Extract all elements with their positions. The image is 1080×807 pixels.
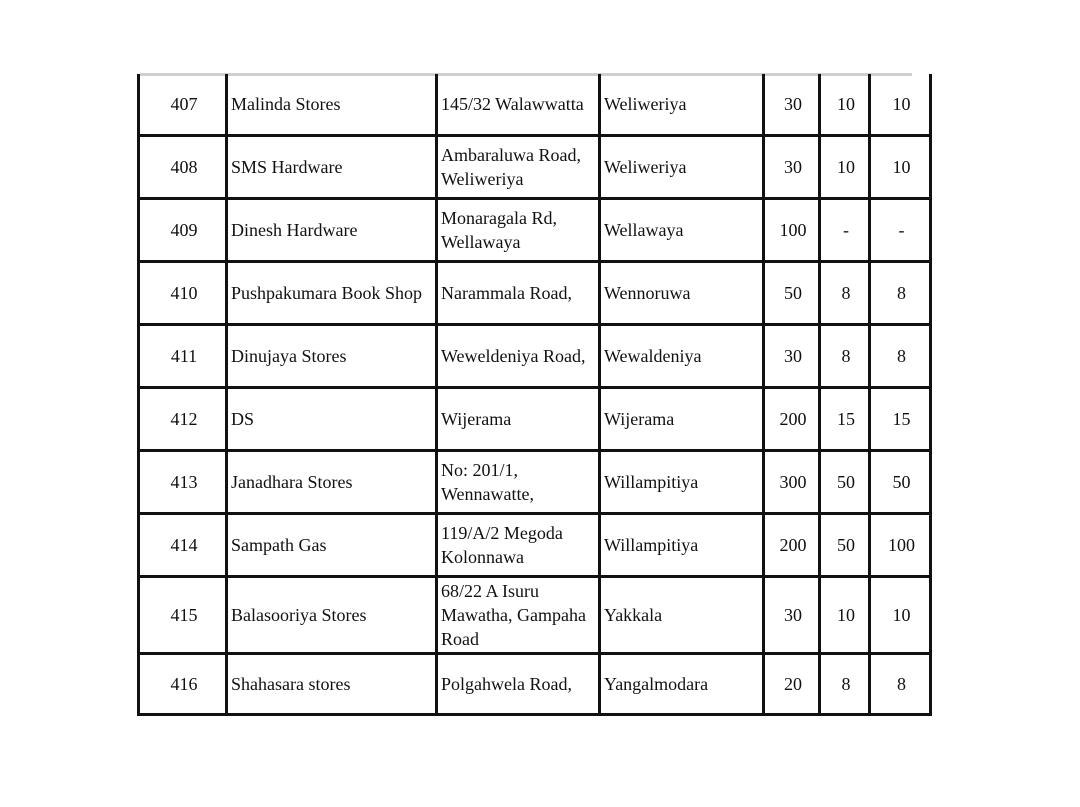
quantity-1: 50 (764, 262, 820, 325)
quantity-1: 30 (764, 577, 820, 654)
quantity-1: 200 (764, 388, 820, 451)
dealer-town: Wewaldeniya (600, 325, 764, 388)
dealer-name: Pushpakumara Book Shop (227, 262, 437, 325)
dealer-address: Polgahwela Road, (437, 654, 600, 715)
dealer-town: Willampitiya (600, 514, 764, 577)
dealer-town: Weliweriya (600, 136, 764, 199)
row-number: 411 (139, 325, 227, 388)
quantity-3: 8 (870, 262, 931, 325)
table-row (139, 451, 931, 514)
quantity-3: - (870, 199, 931, 262)
dealer-address: Narammala Road, (437, 262, 600, 325)
quantity-2: 10 (820, 136, 870, 199)
quantity-2: 10 (820, 577, 870, 654)
quantity-1: 100 (764, 199, 820, 262)
row-number: 412 (139, 388, 227, 451)
dealer-town: Weliweriya (600, 74, 764, 136)
quantity-1: 30 (764, 325, 820, 388)
row-number: 410 (139, 262, 227, 325)
quantity-1: 300 (764, 451, 820, 514)
row-number: 415 (139, 577, 227, 654)
quantity-2: 50 (820, 451, 870, 514)
quantity-1: 30 (764, 74, 820, 136)
row-number: 414 (139, 514, 227, 577)
dealer-name: SMS Hardware (227, 136, 437, 199)
quantity-3: 15 (870, 388, 931, 451)
row-number: 413 (139, 451, 227, 514)
quantity-2: 50 (820, 514, 870, 577)
quantity-2: 10 (820, 74, 870, 136)
table-row (139, 514, 931, 577)
row-number: 407 (139, 74, 227, 136)
dealer-town: Wellawaya (600, 199, 764, 262)
table-row (139, 136, 931, 199)
quantity-2: - (820, 199, 870, 262)
quantity-3: 10 (870, 74, 931, 136)
table-row (139, 262, 931, 325)
dealer-town: Yakkala (600, 577, 764, 654)
dealer-table (137, 74, 932, 716)
table-row (139, 74, 931, 136)
dealer-address: 119/A/2 Megoda Kolonnawa (437, 514, 600, 577)
dealer-address: Weweldeniya Road, (437, 325, 600, 388)
dealer-name: Dinesh Hardware (227, 199, 437, 262)
quantity-3: 100 (870, 514, 931, 577)
dealer-name: Balasooriya Stores (227, 577, 437, 654)
quantity-3: 8 (870, 325, 931, 388)
dealer-address: Ambaraluwa Road, Weliweriya (437, 136, 600, 199)
table-row (139, 388, 931, 451)
dealer-town: Willampitiya (600, 451, 764, 514)
dealer-address: No: 201/1, Wennawatte, (437, 451, 600, 514)
dealer-name: Dinujaya Stores (227, 325, 437, 388)
dealer-name: Janadhara Stores (227, 451, 437, 514)
quantity-1: 200 (764, 514, 820, 577)
row-number: 408 (139, 136, 227, 199)
quantity-3: 8 (870, 654, 931, 715)
quantity-3: 50 (870, 451, 931, 514)
table-row (139, 325, 931, 388)
row-number: 409 (139, 199, 227, 262)
dealer-name: Malinda Stores (227, 74, 437, 136)
quantity-3: 10 (870, 577, 931, 654)
quantity-2: 8 (820, 325, 870, 388)
dealer-town: Yangalmodara (600, 654, 764, 715)
dealer-town: Wijerama (600, 388, 764, 451)
quantity-2: 8 (820, 654, 870, 715)
dealer-town: Wennoruwa (600, 262, 764, 325)
table-row (139, 577, 931, 654)
dealer-address: Monaragala Rd, Wellawaya (437, 199, 600, 262)
table-row (139, 654, 931, 715)
quantity-2: 8 (820, 262, 870, 325)
dealer-address: Wijerama (437, 388, 600, 451)
quantity-3: 10 (870, 136, 931, 199)
dealer-address: 68/22 A Isuru Mawatha, Gampaha Road (437, 577, 600, 654)
dealer-name: Shahasara stores (227, 654, 437, 715)
quantity-1: 30 (764, 136, 820, 199)
dealer-address: 145/32 Walawwatta (437, 74, 600, 136)
dealer-name: DS (227, 388, 437, 451)
table-row (139, 199, 931, 262)
quantity-1: 20 (764, 654, 820, 715)
dealer-name: Sampath Gas (227, 514, 437, 577)
quantity-2: 15 (820, 388, 870, 451)
row-number: 416 (139, 654, 227, 715)
